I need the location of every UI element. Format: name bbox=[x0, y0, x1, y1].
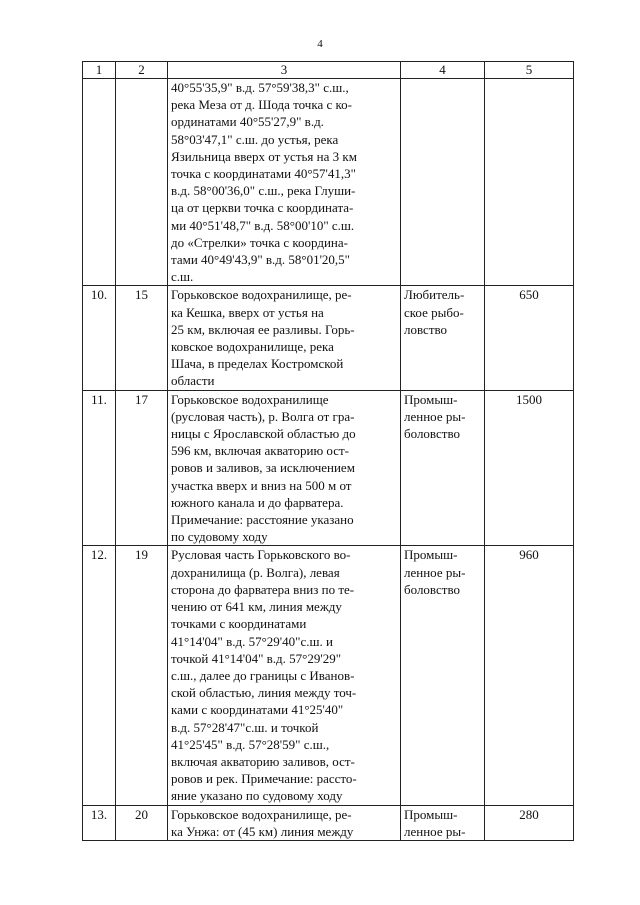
value-cell: 280 bbox=[485, 805, 574, 840]
table-row bbox=[83, 805, 574, 840]
area-description-cell: Горьковское водохранилище, ре- ка Кешка, вверх от устья на 25 км, включая ее разливы. Горь- ковское водохранилище, река Шача, в пределах Костромской области bbox=[168, 286, 401, 390]
fishing-type-cell: Промыш- ленное ры- боловство bbox=[401, 546, 485, 805]
fishing-type-cell: Промыш- ленное ры- боловство bbox=[401, 390, 485, 546]
table-row bbox=[83, 286, 574, 390]
value-cell bbox=[485, 79, 574, 286]
column-header: 3 bbox=[168, 62, 401, 79]
value-cell: 1500 bbox=[485, 390, 574, 546]
table-row bbox=[83, 79, 574, 286]
fishing-type-cell: Промыш- ленное ры- bbox=[401, 805, 485, 840]
value-cell: 960 bbox=[485, 546, 574, 805]
area-number-cell: 19 bbox=[116, 546, 168, 805]
table-row bbox=[83, 546, 574, 805]
area-number-cell: 17 bbox=[116, 390, 168, 546]
fishing-areas-table bbox=[82, 61, 574, 841]
row-number-cell bbox=[83, 79, 116, 286]
fishing-type-cell bbox=[401, 79, 485, 286]
table-row bbox=[83, 390, 574, 546]
area-number-cell: 20 bbox=[116, 805, 168, 840]
area-number-cell bbox=[116, 79, 168, 286]
column-header: 2 bbox=[116, 62, 168, 79]
area-description-cell: 40°55'35,9" в.д. 57°59'38,3" с.ш., река Меза от д. Шода точка с ко- ординатами 40°55'27,9" в.д. 58°03'47,1" с.ш. до устья, река Язильница вверх от устья на 3 км точка с координатами 40°57'41,3" в.д. 58°00'36,0" с.ш., река Глуши- ца от церкви точка с координата- ми 40°51'48,7" в.д. 58°00'10" с.ш. до «Стрелки» точка с координа- тами 40°49'43,9" в.д. 58°01'20,5" с.ш. bbox=[168, 79, 401, 286]
table-header-row bbox=[83, 62, 574, 79]
row-number-cell: 11. bbox=[83, 390, 116, 546]
area-description-cell: Горьковское водохранилище (русловая часть), р. Волга от гра- ницы с Ярославской областью до 596 км, включая акваторию ост- ровов и заливов, за исключением участка вверх и вниз на 500 м от южного канала и до фарватера. Примечание: расстояние указано по судовому ходу bbox=[168, 390, 401, 546]
page-number: 4 bbox=[317, 38, 323, 50]
fishing-type-cell: Любитель- ское рыбо- ловство bbox=[401, 286, 485, 390]
row-number-cell: 10. bbox=[83, 286, 116, 390]
area-description-cell: Горьковское водохранилище, ре- ка Унжа: от (45 км) линия между bbox=[168, 805, 401, 840]
row-number-cell: 13. bbox=[83, 805, 116, 840]
column-header: 5 bbox=[485, 62, 574, 79]
area-number-cell: 15 bbox=[116, 286, 168, 390]
column-header: 4 bbox=[401, 62, 485, 79]
area-description-cell: Русловая часть Горьковского во- дохранилища (р. Волга), левая сторона до фарватера вниз по те- чению от 641 км, линия между точками с координатами 41°14'04" в.д. 57°29'40"с.ш. и точкой 41°14'04" в.д. 57°29'29" с.ш., далее до границы с Иванов- ской областью, линия между точ- ками с координатами 41°25'40" в.д. 57°28'47"с.ш. и точкой 41°25'45" в.д. 57°28'59" с.ш., включая акваторию заливов, ост- ровов и рек. Примечание: рассто- яние указано по судовому ходу bbox=[168, 546, 401, 805]
row-number-cell: 12. bbox=[83, 546, 116, 805]
value-cell: 650 bbox=[485, 286, 574, 390]
column-header: 1 bbox=[83, 62, 116, 79]
